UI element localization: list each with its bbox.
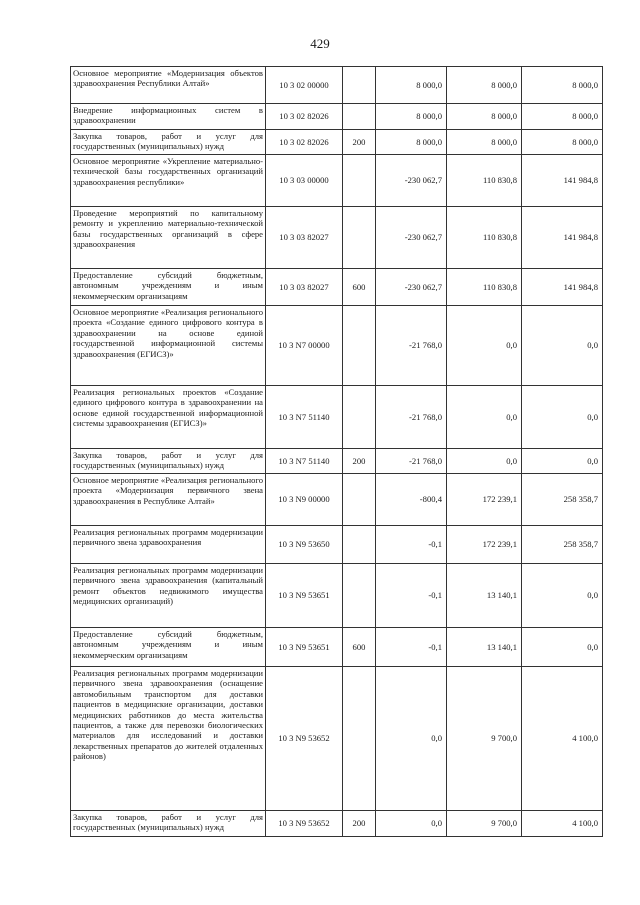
row-value-2: 110 830,8	[447, 269, 522, 306]
row-name: Основное мероприятие «Модернизация объектов здравоохранения Республики Алтай»	[71, 67, 266, 104]
row-value-3: 0,0	[522, 386, 603, 449]
row-name: Предоставление субсидий бюджетным, автономным учреждениям и иным некоммерческим организациям	[71, 628, 266, 667]
row-value-2: 172 239,1	[447, 526, 522, 564]
row-code: 10 3 02 00000	[266, 67, 343, 104]
row-value-3: 8 000,0	[522, 130, 603, 155]
row-value-2: 110 830,8	[447, 207, 522, 269]
row-value-1: -230 062,7	[376, 269, 447, 306]
row-value-2: 8 000,0	[447, 67, 522, 104]
row-value-3: 4 100,0	[522, 811, 603, 837]
row-value-2: 0,0	[447, 306, 522, 386]
row-value-3: 0,0	[522, 306, 603, 386]
row-value-1: -0,1	[376, 526, 447, 564]
row-value-1: -21 768,0	[376, 449, 447, 474]
row-code: 10 3 02 82026	[266, 130, 343, 155]
row-value-2: 9 700,0	[447, 811, 522, 837]
row-value-1: 0,0	[376, 811, 447, 837]
row-value-3: 4 100,0	[522, 667, 603, 811]
table-row	[71, 155, 603, 207]
table-row	[71, 269, 603, 306]
row-value-1: 8 000,0	[376, 67, 447, 104]
row-code: 10 3 03 82027	[266, 207, 343, 269]
row-value-3: 141 984,8	[522, 155, 603, 207]
table-row	[71, 207, 603, 269]
row-type: 600	[343, 628, 376, 667]
table-row	[71, 449, 603, 474]
row-value-3: 8 000,0	[522, 104, 603, 130]
row-name: Реализация региональных программ модернизации первичного звена здравоохранения (оснащение автомобильным транспортом для доставки пациентов в медицинские организации, доставки медицинских работников до места жительства пациентов, а также для перевозки биологических материалов для исследований и доставки лекарственных препаратов до жителей отдаленных районов)	[71, 667, 266, 811]
row-type	[343, 104, 376, 130]
row-type: 200	[343, 811, 376, 837]
row-value-1: -0,1	[376, 628, 447, 667]
row-code: 10 3 N7 51140	[266, 386, 343, 449]
row-name: Внедрение информационных систем в здравоохранении	[71, 104, 266, 130]
row-type	[343, 67, 376, 104]
row-value-2: 9 700,0	[447, 667, 522, 811]
row-code: 10 3 N9 00000	[266, 474, 343, 526]
table-row	[71, 104, 603, 130]
row-value-1: 0,0	[376, 667, 447, 811]
row-name: Закупка товаров, работ и услуг для государственных (муниципальных) нужд	[71, 811, 266, 837]
row-name: Проведение мероприятий по капитальному ремонту и укреплению материально-технической базы государственных организаций в сфере здравоохранения	[71, 207, 266, 269]
row-type	[343, 386, 376, 449]
row-value-3: 0,0	[522, 449, 603, 474]
row-code: 10 3 N9 53652	[266, 811, 343, 837]
row-name: Основное мероприятие «Реализация регионального проекта «Создание единого цифрового контура в здравоохранении на основе единой государственной информационной системы здравоохранения (ЕГИСЗ)»	[71, 306, 266, 386]
row-name: Реализация региональных программ модернизации первичного звена здравоохранения (капитальный ремонт объектов недвижимого имущества медицинских организаций)	[71, 564, 266, 628]
table-row	[71, 811, 603, 837]
row-value-1: 8 000,0	[376, 104, 447, 130]
row-value-3: 258 358,7	[522, 474, 603, 526]
row-type: 200	[343, 130, 376, 155]
budget-table	[70, 66, 603, 837]
row-type	[343, 306, 376, 386]
row-value-1: 8 000,0	[376, 130, 447, 155]
row-code: 10 3 N7 51140	[266, 449, 343, 474]
row-name: Предоставление субсидий бюджетным, автономным учреждениям и иным некоммерческим организациям	[71, 269, 266, 306]
row-value-1: -21 768,0	[376, 386, 447, 449]
row-code: 10 3 N7 00000	[266, 306, 343, 386]
row-code: 10 3 N9 53651	[266, 628, 343, 667]
row-type	[343, 564, 376, 628]
row-code: 10 3 03 82027	[266, 269, 343, 306]
page-number: 429	[310, 36, 330, 51]
row-value-2: 172 239,1	[447, 474, 522, 526]
row-code: 10 3 02 82026	[266, 104, 343, 130]
row-value-2: 110 830,8	[447, 155, 522, 207]
row-value-3: 258 358,7	[522, 526, 603, 564]
row-type	[343, 207, 376, 269]
table-row	[71, 474, 603, 526]
row-value-2: 8 000,0	[447, 130, 522, 155]
table-row	[71, 526, 603, 564]
row-value-1: -21 768,0	[376, 306, 447, 386]
row-code: 10 3 N9 53651	[266, 564, 343, 628]
row-code: 10 3 N9 53650	[266, 526, 343, 564]
table-row	[71, 628, 603, 667]
row-value-2: 13 140,1	[447, 564, 522, 628]
row-value-1: -0,1	[376, 564, 447, 628]
row-name: Закупка товаров, работ и услуг для государственных (муниципальных) нужд	[71, 130, 266, 155]
row-code: 10 3 03 00000	[266, 155, 343, 207]
row-code: 10 3 N9 53652	[266, 667, 343, 811]
row-type: 600	[343, 269, 376, 306]
table-row	[71, 67, 603, 104]
row-type	[343, 667, 376, 811]
table-row	[71, 667, 603, 811]
row-value-2: 0,0	[447, 386, 522, 449]
row-type	[343, 526, 376, 564]
budget-table-body	[71, 67, 603, 837]
table-row	[71, 306, 603, 386]
table-row	[71, 386, 603, 449]
row-value-3: 141 984,8	[522, 207, 603, 269]
row-value-1: -230 062,7	[376, 207, 447, 269]
row-type	[343, 155, 376, 207]
row-value-1: -800,4	[376, 474, 447, 526]
row-value-3: 141 984,8	[522, 269, 603, 306]
row-name: Основное мероприятие «Реализация регионального проекта «Модернизация первичного звена здравоохранения в Республике Алтай»	[71, 474, 266, 526]
row-name: Закупка товаров, работ и услуг для государственных (муниципальных) нужд	[71, 449, 266, 474]
row-type	[343, 474, 376, 526]
row-type: 200	[343, 449, 376, 474]
row-value-2: 0,0	[447, 449, 522, 474]
row-value-3: 0,0	[522, 564, 603, 628]
row-name: Реализация региональных программ модернизации первичного звена здравоохранения	[71, 526, 266, 564]
table-row	[71, 130, 603, 155]
row-value-2: 8 000,0	[447, 104, 522, 130]
row-value-3: 0,0	[522, 628, 603, 667]
row-name: Основное мероприятие «Укрепление материально-технической базы государственных организаций здравоохранения республики»	[71, 155, 266, 207]
row-name: Реализация региональных проектов «Создание единого цифрового контура в здравоохранении на основе единой государственной информационной системы здравоохранения (ЕГИСЗ)»	[71, 386, 266, 449]
row-value-2: 13 140,1	[447, 628, 522, 667]
row-value-1: -230 062,7	[376, 155, 447, 207]
row-value-3: 8 000,0	[522, 67, 603, 104]
table-row	[71, 564, 603, 628]
